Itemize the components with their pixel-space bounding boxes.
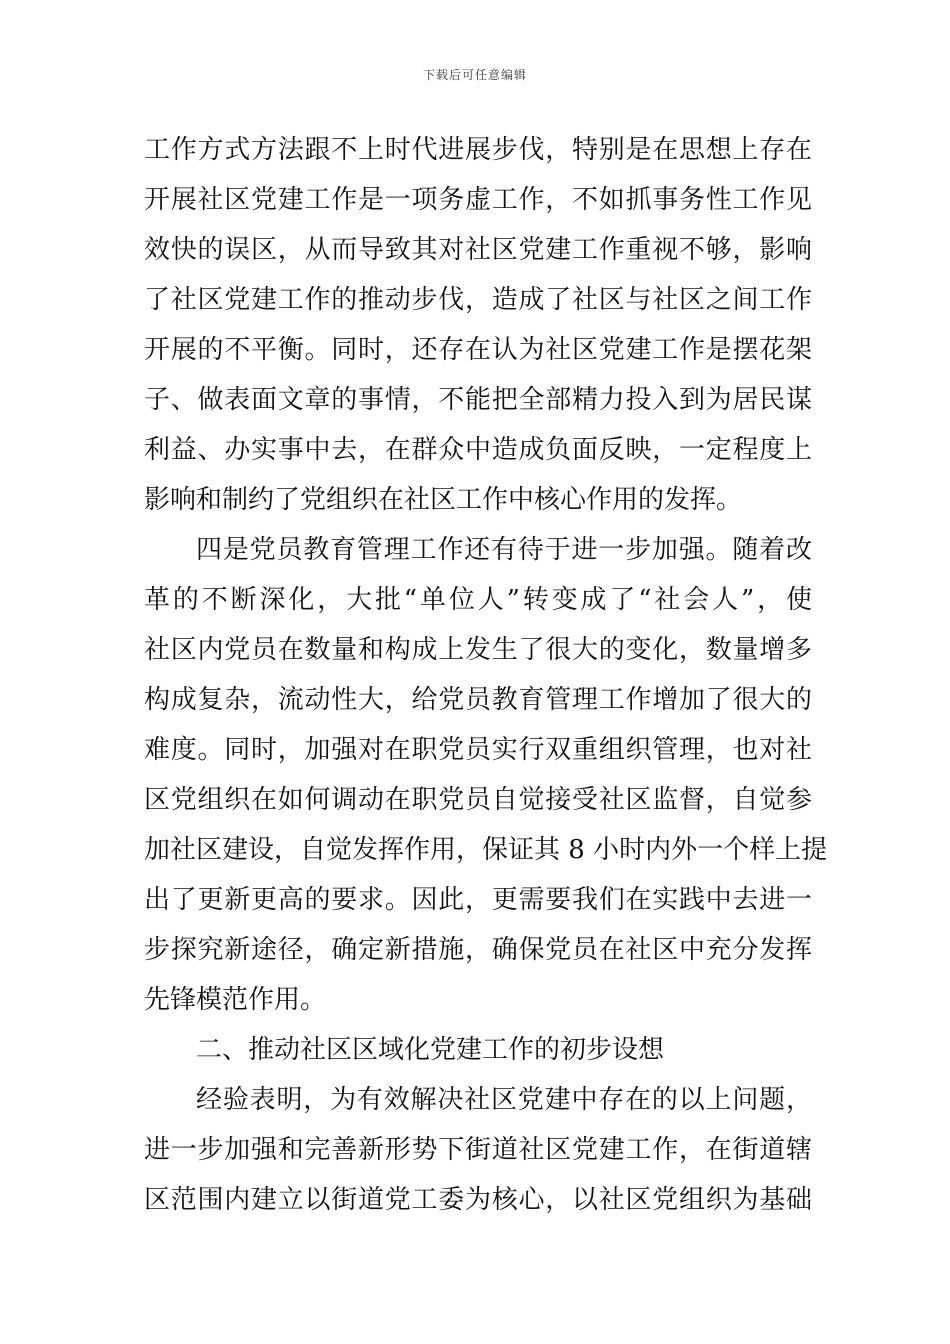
text-line: 构成复杂，流动性大，给党员教育管理工作增加了很大的 [144, 685, 812, 715]
text-line: 进一步加强和完善新形势下街道社区党建工作，在街道辖 [144, 1135, 812, 1165]
text-line: 开展社区党建工作是一项务虚工作，不如抓事务性工作见 [144, 185, 812, 215]
text-line: 影响和制约了党组织在社区工作中核心作用的发挥。 [144, 485, 743, 515]
text-line: 社区内党员在数量和构成上发生了很大的变化，数量增多 [144, 635, 812, 665]
text-line: 效快的误区，从而导致其对社区党建工作重视不够，影响 [144, 235, 812, 265]
text-line: 区党组织在如何调动在职党员自觉接受社区监督，自觉参 [144, 785, 812, 815]
text-line: 区范围内建立以街道党工委为核心，以社区党组织为基础 [144, 1185, 812, 1215]
text-line: 利益、办实事中去，在群众中造成负面反映，一定程度上 [144, 435, 812, 465]
page-header-note: 下载后可任意编辑 [422, 68, 527, 82]
section-heading: 二、推动社区区域化党建工作的初步设想 [196, 1035, 665, 1065]
paragraph-start-line: 四是党员教育管理工作还有待于进一步加强。随着改 [196, 535, 812, 565]
text-line: 革的不断深化，大批“单位人”转变成了“社会人”，使 [144, 585, 812, 615]
text-line: 工作方式方法跟不上时代进展步伐，特别是在思想上存在 [144, 135, 812, 165]
text-line: 先锋模范作用。 [144, 985, 327, 1015]
text-line: 难度。同时，加强对在职党员实行双重组织管理，也对社 [144, 735, 812, 765]
text-line: 子、做表面文章的事情，不能把全部精力投入到为居民谋 [144, 385, 812, 415]
text-line: 开展的不平衡。同时，还存在认为社区党建工作是摆花架 [144, 335, 812, 365]
paragraph-start-line: 经验表明，为有效解决社区党建中存在的以上问题， [196, 1085, 812, 1115]
document-body [144, 125, 828, 1225]
text-line: 出了更新更高的要求。因此，更需要我们在实践中去进一 [144, 885, 812, 915]
text-line: 了社区党建工作的推动步伐，造成了社区与社区之间工作 [144, 285, 812, 315]
text-line: 步探究新途径，确定新措施，确保党员在社区中充分发挥 [144, 935, 812, 965]
text-line: 加社区建设，自觉发挥作用，保证其 8 小时内外一个样上提 [144, 835, 828, 865]
